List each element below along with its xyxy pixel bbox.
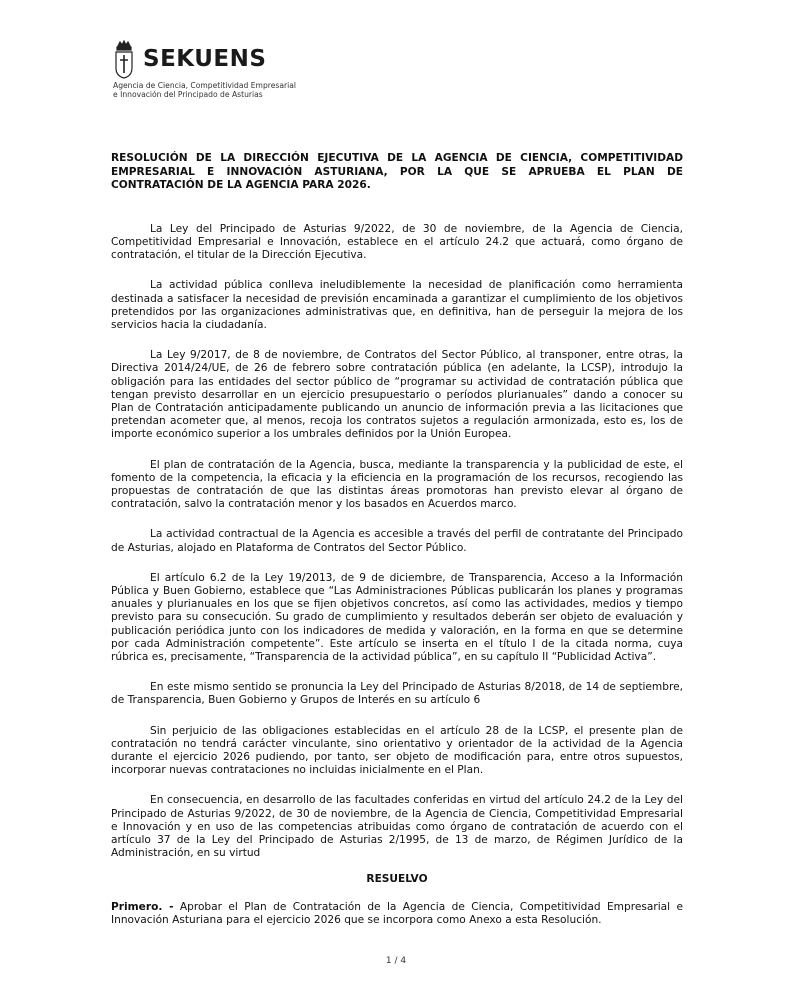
paragraph: El plan de contratación de la Agencia, busca, mediante la transparencia y la publicidad de este, el fomento de la competencia, la eficacia y la eficiencia en la programación de los recursos, recogiendo las propuestas de contratación de que las distintas áreas promotoras han previsto elevar al órgano de contratación, salvo la contratación menor y los basados en Acuerdos marco. — [111, 458, 683, 511]
item-label: Primero. - — [111, 900, 174, 913]
document-body — [111, 152, 683, 927]
resuelvo-heading: RESUELVO — [366, 872, 428, 885]
paragraph: La Ley del Principado de Asturias 9/2022, de 30 de noviembre, de la Agencia de Ciencia, Competitividad Empresarial e Innovación, establece en el artículo 24.2 que actuará, como órgano de contratación, el titular de la Dirección Ejecutiva. — [111, 222, 683, 262]
logo-subtitle — [113, 81, 353, 99]
item-text: Aprobar el Plan de Contratación de la Agencia de Ciencia, Competitividad Empresarial e Innovación Asturiana para el ejercicio 2026 que se incorpora como Anexo a esta Resolución. — [111, 900, 683, 926]
paragraph: En consecuencia, en desarrollo de las facultades conferidas en virtud del artículo 24.2 de la Ley del Principado de Asturias 9/2022, de 30 de noviembre, de la Agencia de Ciencia, Competitividad Empresarial e Innovación y en uso de las competencias atribuidas como órgano de contratación de acuerdo con el artículo 37 de la Ley del Principado de Asturias 2/1995, de 13 de marzo, de Régimen Jurídico de la Administración, en su virtud — [111, 794, 683, 860]
paragraph: En este mismo sentido se pronuncia la Ley del Principado de Asturias 8/2018, de 14 de septiembre, de Transparencia, Buen Gobierno y Grupos de Interés en su artículo 6 — [111, 681, 683, 707]
paragraph: La actividad pública conlleva ineludiblemente la necesidad de planificación como herramienta destinada a satisfacer la necesidad de previsión encaminada a garantizar el cumplimiento de los objetivos pretendidos por las organizaciones administrativas que, en definitiva, han de perseguir la mejora de los servicios hacia la ciudadanía. — [111, 279, 683, 331]
paragraph: El artículo 6.2 de la Ley 19/2013, de 9 de diciembre, de Transparencia, Acceso a la Información Pública y Buen Gobierno, establece que “Las Administraciones Públicas publicarán los planes y programas anuales y plurianuales en los que se fijen objetivos concretos, así como las actividades, medios y tiempo previsto para su consecución. Su grado de cumplimiento y resultados deberán ser objeto de evaluación y publicación periódica junto con los indicadores de medida y valoración, en la forma en que se determine por cada Administración competente”. Este artículo se inserta en el título I de la citada norma, cuya rúbrica es, precisamente, “Transparencia de la actividad pública”, en su capítulo II “Publicidad Activa”. — [111, 571, 683, 664]
coat-of-arms-icon — [113, 40, 135, 80]
logo-subtitle-line: e Innovación del Principado de Asturias — [113, 90, 263, 99]
page-number: 1 / 4 — [385, 956, 407, 966]
paragraph: La actividad contractual de la Agencia es accesible a través del perfil de contratante del Principado de Asturias, alojado en Plataforma de Contratos del Sector Público. — [111, 528, 683, 554]
agency-logo — [113, 40, 373, 100]
paragraph: Sin perjuicio de las obligaciones establecidas en el artículo 28 de la LCSP, el presente plan de contratación no tendrá carácter vinculante, sino orientativo y orientador de la actividad de la Agencia durante el ejercicio 2026 pudiendo, por tanto, ser objeto de modificación para, entre otros supuestos, incorporar nuevas contrataciones no incluidas inicialmente en el Plan. — [111, 724, 683, 777]
logo-subtitle-line: Agencia de Ciencia, Competitividad Empresarial — [113, 81, 296, 90]
document-title: RESOLUCIÓN DE LA DIRECCIÓN EJECUTIVA DE LA AGENCIA DE CIENCIA, COMPETITIVIDAD EMPRESARIAL E INNOVACIÓN ASTURIANA, POR LA QUE SE APRUEBA EL PLAN DE CONTRATACIÓN DE LA AGENCIA PARA 2026. — [111, 152, 683, 192]
logo-wordmark: SEKUENS — [143, 46, 267, 72]
resolution-item-primero — [111, 901, 683, 927]
paragraph: La Ley 9/2017, de 8 de noviembre, de Contratos del Sector Público, al transponer, entre otras, la Directiva 2014/24/UE, de 26 de febrero sobre contratación pública (en adelante, la LCSP), introdujo la obligación para las entidades del sector público de “programar su actividad de contratación pública que tengan previsto desarrollar en un ejercicio presupuestario o períodos plurianuales” dando a conocer su Plan de Contratación anticipadamente publicando un anuncio de información previa a las licitaciones que pretendan acometer que, al menos, recoja los contratos sujetos a regulación armonizada, esto es, los de importe económico superior a los umbrales definidos por la Unión Europea. — [111, 349, 683, 441]
